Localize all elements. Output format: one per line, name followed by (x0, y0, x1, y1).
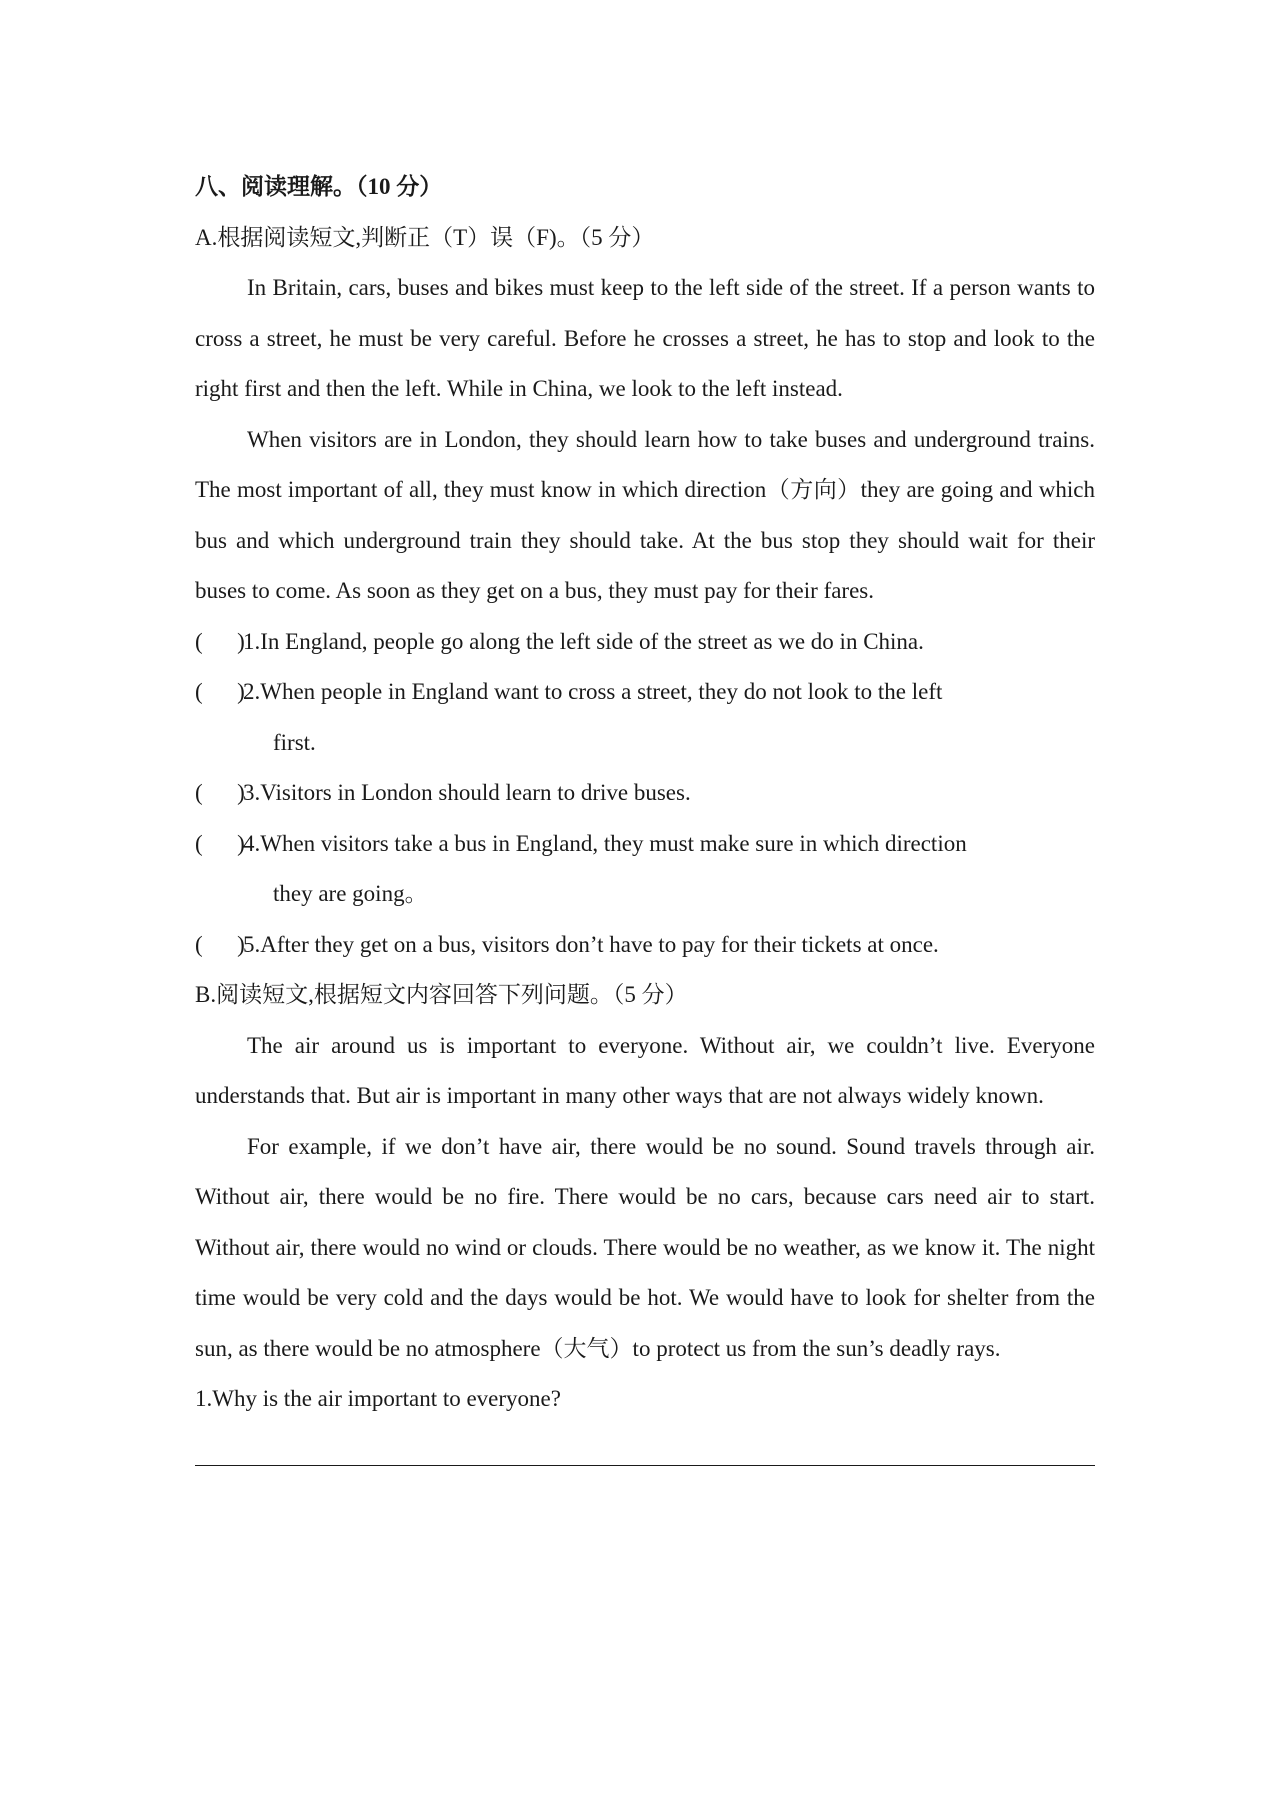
answer-blank[interactable]: ( ) (195, 931, 245, 957)
question-item-5 (195, 920, 1095, 971)
question-item-3 (195, 768, 1095, 819)
part-b-paragraph-1: The air around us is important to everyone. Without air, we couldn’t live. Everyone understands that. But air is important in many other ways that are not always widely known. (195, 1032, 1095, 1108)
question-item-4 (195, 819, 1095, 870)
question-text-continued: they are going。 (273, 881, 428, 906)
question-text: 3.Visitors in London should learn to drive buses. (243, 780, 691, 805)
part-b-paragraph-2: For example, if we don’t have air, there would be no sound. Sound travels through air. Without air, there would be no fire. There would be no cars, because cars need air to start. Without air, there would no wind or clouds. There would be no weather, as we know it. The night time would be very cold and the days would be hot. We would have to look for shelter from the sun, as there would be no atmosphere（大气）to protect us from the sun’s deadly rays. (195, 1133, 1095, 1361)
question-text: 5.After they get on a bus, visitors don’t have to pay for their tickets at once. (243, 931, 939, 957)
question-item-2 (195, 667, 1095, 718)
part-a-instruction: A.根据阅读短文,判断正（T）误（F)。（5 分） (195, 224, 655, 250)
answer-blank[interactable]: ( ) (195, 679, 245, 704)
answer-blank[interactable]: ( ) (195, 830, 245, 856)
question-text: 2.When people in England want to cross a street, they do not look to the left (243, 679, 943, 704)
answer-line[interactable] (195, 1465, 1095, 1466)
question-text: 4.When visitors take a bus in England, they must make sure in which direction (243, 830, 967, 856)
section-heading: 八、阅读理解。（10 分） (195, 174, 443, 199)
part-a-paragraph-1: In Britain, cars, buses and bikes must keep to the left side of the street. If a person wants to cross a street, he must be very careful. Before he crosses a street, he has to stop and look to the right first and then the left. While in China, we look to the left instead. (195, 275, 1095, 401)
answer-blank[interactable]: ( ) (195, 780, 245, 805)
part-b-instruction: B.阅读短文,根据短文内容回答下列问题。（5 分） (195, 982, 688, 1007)
answer-blank[interactable]: ( ) (195, 628, 245, 654)
part-b-question-1: 1.Why is the air important to everyone? (195, 1386, 561, 1411)
part-a-paragraph-2: When visitors are in London, they should learn how to take buses and underground trains. The most important of all, they must know in which direction（方向）they are going and which bus and which underground train they should take. At the bus stop they should wait for their buses to come. As soon as they get on a bus, they must pay for their fares. (195, 426, 1095, 603)
question-text-continued: first. (273, 729, 316, 755)
worksheet-page (195, 162, 1095, 1466)
question-item-1 (195, 617, 1095, 668)
question-text: 1.In England, people go along the left side of the street as we do in China. (243, 628, 924, 654)
